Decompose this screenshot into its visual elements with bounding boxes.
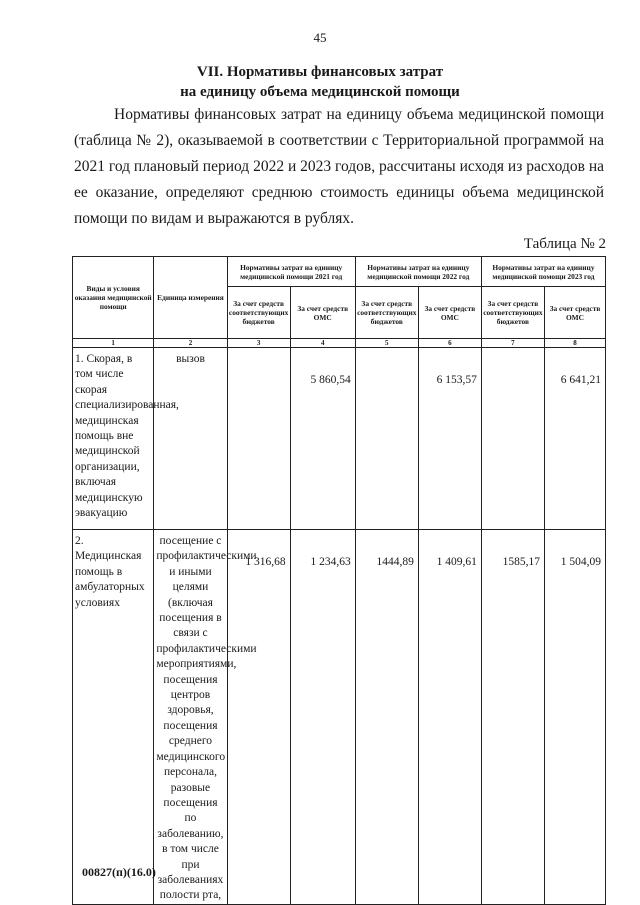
section-subheading: на единицу объема медицинской помощи — [180, 84, 460, 100]
table-row — [73, 530, 606, 905]
header-oms-2022: За счет средств ОМС — [418, 287, 481, 339]
row-unit: вызов — [154, 348, 227, 530]
column-number: 8 — [544, 339, 605, 348]
header-oms-2021: За счет средств ОМС — [290, 287, 355, 339]
row-value: 6 641,21 — [560, 374, 601, 386]
row-value — [228, 348, 286, 374]
table-caption: Таблица № 2 — [523, 236, 606, 252]
table-row — [73, 348, 606, 530]
header-oms-2023: За счет средств ОМС — [544, 287, 605, 339]
column-number: 1 — [73, 339, 154, 348]
header-group-2023: Нормативы затрат на единицу медицинской помощи 2023 год — [481, 257, 605, 287]
header-type: Виды и условия оказания медицинской помощи — [73, 257, 154, 339]
column-number: 3 — [227, 339, 290, 348]
row-value: 1 409,61 — [436, 556, 477, 568]
header-budget-2022: За счет средств соответствующих бюджетов — [355, 287, 418, 339]
section-heading: VII. Нормативы финансовых затрат — [196, 64, 444, 80]
header-budget-2023: За счет средств соответствующих бюджетов — [481, 287, 544, 339]
page-number: 45 — [313, 30, 327, 45]
column-number: 6 — [418, 339, 481, 348]
row-value: 1585,17 — [502, 556, 540, 568]
column-number: 7 — [481, 339, 544, 348]
header-group-2021: Нормативы затрат на единицу медицинской помощи 2021 год — [227, 257, 355, 287]
row-value: 1444,89 — [376, 556, 414, 568]
column-number: 4 — [290, 339, 355, 348]
norms-table — [72, 256, 606, 905]
header-unit: Единица измерения — [154, 257, 227, 339]
column-number: 2 — [154, 339, 227, 348]
column-number: 5 — [355, 339, 418, 348]
row-care-type: 1. Скорая, в том числе скорая специализированная, медицинская помощь вне медицинской организации, включая медицинскую эвакуацию — [73, 348, 154, 530]
row-value — [356, 348, 414, 374]
intro-paragraph: Нормативы финансовых затрат на единицу объема медицинской помощи (таблица № 2), оказываемой в соответствии с Территориальной программой на 2021 год плановый период 2022 и 2023 годов, рассчитаны исходя из расходов на ее оказание, определяют среднюю стоимость единицы объема медицинской помощи по видам и выражаются в рублях. — [74, 106, 604, 227]
header-group-2022: Нормативы затрат на единицу медицинской помощи 2022 год — [355, 257, 481, 287]
row-value — [482, 348, 540, 374]
row-value: 1 504,09 — [560, 556, 601, 568]
header-budget-2021: За счет средств соответствующих бюджетов — [227, 287, 290, 339]
row-unit: посещение с профилактическими и иными целями (включая посещения в связи с профилактическими мероприятиями, посещения центров здоровья, посещения среднего медицинского персонала, разовые посещения по заболеванию, в том числе при заболеваниях полости рта, — [154, 530, 227, 905]
row-value: 1 316,68 — [245, 556, 286, 568]
row-value: 6 153,57 — [436, 374, 477, 386]
row-value: 1 234,63 — [310, 556, 351, 568]
document-code: 00827(п)(16.0) — [82, 865, 156, 879]
row-value: 5 860,54 — [310, 374, 351, 386]
row-care-type: 2. Медицинская помощь в амбулаторных условиях — [73, 530, 154, 905]
